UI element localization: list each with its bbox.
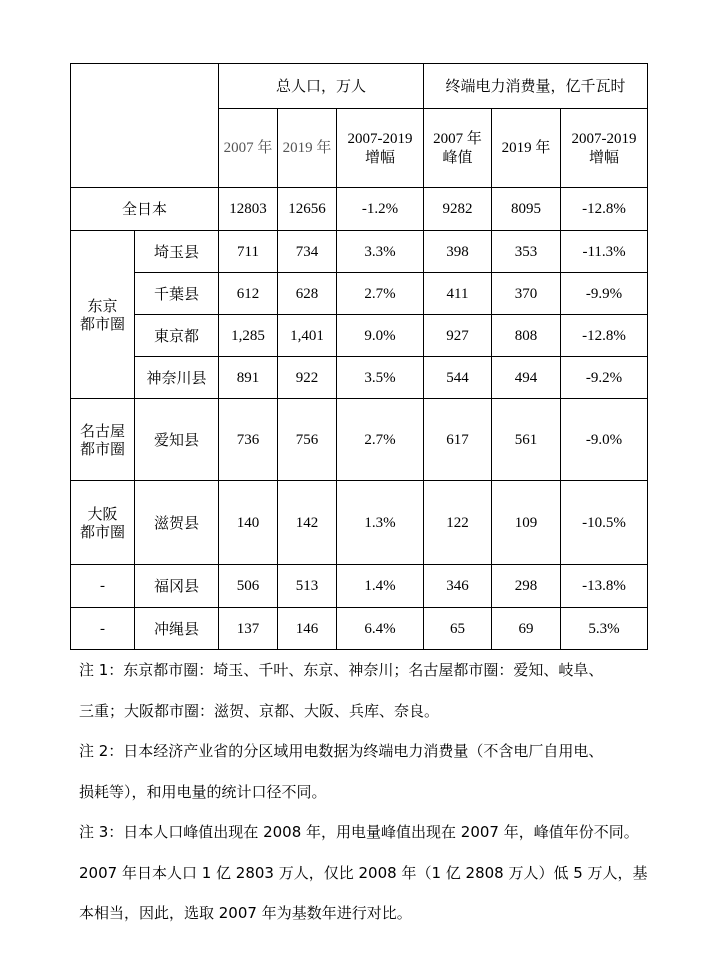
cell-value: -10.5% (561, 481, 648, 565)
table-row-national (71, 188, 648, 231)
elec-change-label: 增幅 (589, 148, 620, 166)
note-line: 注 1：东京都市圈：埼玉、千叶、东京、神奈川；名古屋都市圈：爱知、岐阜、 (79, 661, 604, 679)
cell-value: 370 (492, 273, 561, 315)
cell-value: 1.4% (337, 565, 424, 608)
electricity-group-header: 终端电力消费量，亿千瓦时 (424, 64, 648, 109)
table-row (71, 315, 648, 357)
cell-value: 612 (219, 273, 278, 315)
population-group-header: 总人口，万人 (219, 64, 424, 109)
prefecture-name: 埼玉县 (135, 231, 219, 273)
elec-peak-label: 峰值 (442, 148, 473, 166)
cell-value: 922 (278, 357, 337, 399)
note-line: 注 2：日本经济产业省的分区域用电数据为终端电力消费量（不含电厂自用电、 (79, 742, 604, 760)
cell-value: 398 (424, 231, 492, 273)
table-row (71, 399, 648, 481)
cell-value: 146 (278, 608, 337, 650)
prefecture-name: 神奈川县 (135, 357, 219, 399)
cell-value: 9282 (424, 188, 492, 231)
prefecture-name: 冲绳县 (135, 608, 219, 650)
table-row (71, 481, 648, 565)
cell-value: 1.3% (337, 481, 424, 565)
cell-value: 3.3% (337, 231, 424, 273)
cell-value: 346 (424, 565, 492, 608)
elec-2019-header: 2019 年 (492, 109, 561, 188)
table-row (71, 357, 648, 399)
prefecture-name: 東京都 (135, 315, 219, 357)
cell-value: 808 (492, 315, 561, 357)
elec-2007-header (424, 109, 492, 188)
cell-value: 711 (219, 231, 278, 273)
cell-value: -13.8% (561, 565, 648, 608)
cell-value: 561 (492, 399, 561, 481)
cell-value: -1.2% (337, 188, 424, 231)
data-table (70, 63, 648, 650)
prefecture-name: 爱知县 (135, 399, 219, 481)
region-cell-nagoya (71, 399, 135, 481)
cell-value: 628 (278, 273, 337, 315)
cell-value: 137 (219, 608, 278, 650)
cell-value: 756 (278, 399, 337, 481)
region-label: 名古屋 (79, 421, 125, 440)
elec-change-header (561, 109, 648, 188)
cell-value: -12.8% (561, 188, 648, 231)
cell-value: 617 (424, 399, 492, 481)
table-row (71, 231, 648, 273)
cell-value: 69 (492, 608, 561, 650)
cell-value: 734 (278, 231, 337, 273)
cell-value: 142 (278, 481, 337, 565)
table-row (71, 273, 648, 315)
prefecture-name: 千葉县 (135, 273, 219, 315)
cell-value: 506 (219, 565, 278, 608)
note-line: 2007 年日本人口 1 亿 2803 万人，仅比 2008 年（1 亿 2808 万人）低 5 万人，基 (79, 863, 648, 882)
region-cell-osaka (71, 481, 135, 565)
cell-value: 9.0% (337, 315, 424, 357)
cell-value: 122 (424, 481, 492, 565)
notes-section (79, 660, 659, 944)
cell-value: 109 (492, 481, 561, 565)
cell-value: 5.3% (561, 608, 648, 650)
cell-value: 411 (424, 273, 492, 315)
cell-value: 298 (492, 565, 561, 608)
cell-value: 12656 (278, 188, 337, 231)
note-line: 本相当，因此，选取 2007 年为基数年进行对比。 (79, 904, 412, 922)
cell-value: 1,285 (219, 315, 278, 357)
table-row (71, 565, 648, 608)
cell-value: -12.8% (561, 315, 648, 357)
pop-2019-header: 2019 年 (278, 109, 337, 188)
note-line: 三重；大阪都市圈：滋贺、京都、大阪、兵库、奈良。 (79, 701, 440, 720)
cell-value: 6.4% (337, 608, 424, 650)
cell-value: 494 (492, 357, 561, 399)
pop-change-header (337, 109, 424, 188)
cell-value: 736 (219, 399, 278, 481)
cell-value: 2.7% (337, 399, 424, 481)
row-label: 全日本 (71, 188, 219, 231)
cell-value: 140 (219, 481, 278, 565)
cell-value: 12803 (219, 188, 278, 231)
cell-value: -11.3% (561, 231, 648, 273)
elec-change-years: 2007-2019 (571, 131, 637, 147)
region-cell: - (71, 565, 135, 608)
table-row (71, 608, 648, 650)
cell-value: 353 (492, 231, 561, 273)
prefecture-name: 滋贺县 (135, 481, 219, 565)
region-cell: - (71, 608, 135, 650)
cell-value: -9.0% (561, 399, 648, 481)
cell-value: 2.7% (337, 273, 424, 315)
note-line: 损耗等），和用电量的统计口径不同。 (79, 782, 327, 801)
cell-value: 513 (278, 565, 337, 608)
cell-value: 544 (424, 357, 492, 399)
cell-value: 927 (424, 315, 492, 357)
header-empty-cell (71, 64, 219, 188)
region-label: 都市圈 (79, 314, 125, 333)
cell-value: -9.9% (561, 273, 648, 315)
cell-value: 891 (219, 357, 278, 399)
elec-2007-label: 2007 年 (433, 131, 482, 147)
region-label: 都市圈 (79, 439, 125, 458)
region-label: 大阪 (87, 504, 118, 523)
pop-2007-header: 2007 年 (219, 109, 278, 188)
note-line: 注 3：日本人口峰值出现在 2008 年，用电量峰值出现在 2007 年，峰值年份不同。 (79, 823, 639, 841)
pop-change-years: 2007-2019 (347, 131, 413, 147)
pop-change-label: 增幅 (365, 148, 396, 166)
cell-value: 1,401 (278, 315, 337, 357)
cell-value: 3.5% (337, 357, 424, 399)
cell-value: -9.2% (561, 357, 648, 399)
region-label: 都市圈 (79, 522, 125, 541)
cell-value: 65 (424, 608, 492, 650)
prefecture-name: 福冈县 (135, 565, 219, 608)
cell-value: 8095 (492, 188, 561, 231)
region-cell-tokyo (71, 231, 135, 399)
region-label: 东京 (87, 296, 118, 315)
